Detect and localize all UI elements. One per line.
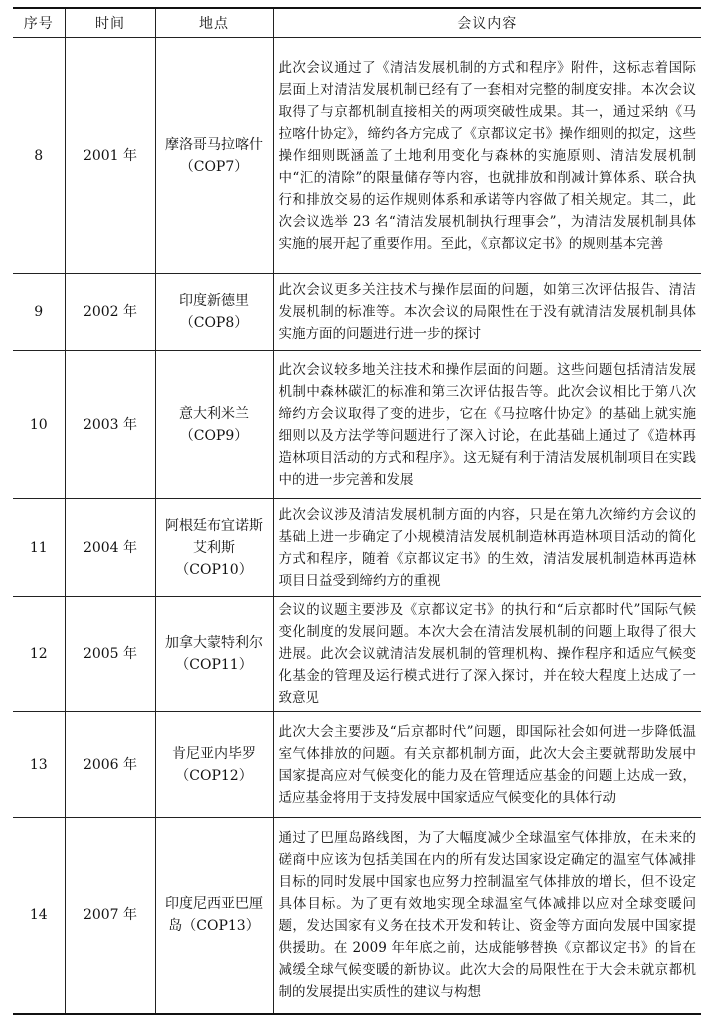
- row-num: 12: [13, 597, 65, 712]
- row-year: 2004 年: [65, 499, 155, 597]
- table-row: [13, 274, 701, 351]
- header-num: 序号: [13, 8, 65, 38]
- meeting-table: [13, 7, 701, 1015]
- row-num: 13: [13, 712, 65, 818]
- row-year: 2002 年: [65, 274, 155, 351]
- row-place: 意大利米兰（COP9）: [155, 351, 273, 499]
- row-content: 此次会议更多关注技术与操作层面的问题，如第三次评估报告、清洁发展机制的标准等。本次会议的局限性在于没有就清洁发展机制具体实施方面的问题进行进一步的探讨: [273, 274, 701, 351]
- table-row: [13, 818, 701, 1014]
- row-year: 2003 年: [65, 351, 155, 499]
- table-row: [13, 597, 701, 712]
- row-place: 阿根廷布宜诺斯艾利斯（COP10）: [155, 499, 273, 597]
- table-row: [13, 712, 701, 818]
- row-content: 通过了巴厘岛路线图，为了大幅度减少全球温室气体排放，在未来的磋商中应该为包括美国在内的所有发达国家设定确定的温室气体减排目标的同时发展中国家也应努力控制温室气体排放的增长，但不设定具体目标。为了更有效地实现全球温室气体减排以应对全球变暖问题，发达国家有义务在技术开发和转让、资金等方面向发展中国家提供援助。在 2009 年年底之前，达成能够替换《京都议定书》的旨在减缓全球气候变暖的新协议。此次大会的局限性在于大会未就京都机制的发展提出实质性的建议与构想: [273, 818, 701, 1014]
- table-row: [13, 499, 701, 597]
- row-place: 加拿大蒙特利尔（COP11）: [155, 597, 273, 712]
- row-content: 此次会议涉及清洁发展机制方面的内容，只是在第九次缔约方会议的基础上进一步确定了小规模清洁发展机制造林再造林项目活动的简化方式和程序，随着《京都议定书》的生效，清洁发展机制造林再造林项目日益受到缔约方的重视: [273, 499, 701, 597]
- row-place: 印度尼西亚巴厘岛（COP13）: [155, 818, 273, 1014]
- header-place: 地点: [155, 8, 273, 38]
- row-num: 10: [13, 351, 65, 499]
- row-num: 11: [13, 499, 65, 597]
- row-num: 14: [13, 818, 65, 1014]
- header-content: 会议内容: [273, 8, 701, 38]
- row-num: 8: [13, 38, 65, 274]
- row-content: 此次大会主要涉及“后京都时代”问题，即国际社会如何进一步降低温室气体排放的问题。有关京都机制方面，此次大会主要就帮助发展中国家提高应对气候变化的能力及在管理适应基金的问题上达成一致，适应基金将用于支持发展中国家适应气候变化的具体行动: [273, 712, 701, 818]
- table-row: [13, 351, 701, 499]
- row-num: 9: [13, 274, 65, 351]
- row-place: 肯尼亚内毕罗（COP12）: [155, 712, 273, 818]
- table-row: [13, 38, 701, 274]
- row-content: 会议的议题主要涉及《京都议定书》的执行和“后京都时代”国际气候变化制度的发展问题。本次大会在清洁发展机制的问题上取得了很大进展。此次会议就清洁发展机制的管理机构、操作程序和适应气候变化基金的管理及运行模式进行了深入探讨，并在较大程度上达成了一致意见: [273, 597, 701, 712]
- row-year: 2001 年: [65, 38, 155, 274]
- header-time: 时间: [65, 8, 155, 38]
- row-year: 2007 年: [65, 818, 155, 1014]
- row-content: 此次会议较多地关注技术和操作层面的问题。这些问题包括清洁发展机制中森林碳汇的标准和第三次评估报告等。此次会议相比于第八次缔约方会议取得了变的进步，它在《马拉喀什协定》的基础上就实施细则以及方法学等问题进行了深入讨论，在此基础上通过了《造林再造林项目活动的方式和程序》。这无疑有利于清洁发展机制项目在实践中的进一步完善和发展: [273, 351, 701, 499]
- row-year: 2006 年: [65, 712, 155, 818]
- row-place: 印度新德里（COP8）: [155, 274, 273, 351]
- row-place: 摩洛哥马拉喀什（COP7）: [155, 38, 273, 274]
- header-row: [13, 8, 701, 38]
- row-content: 此次会议通过了《清洁发展机制的方式和程序》附件，这标志着国际层面上对清洁发展机制已经有了一套相对完整的制度安排。本次会议取得了与京都机制直接相关的两项突破性成果。其一，通过采纳《马拉喀什协定》，缔约各方完成了《京都议定书》操作细则的拟定，这些操作细则既涵盖了土地利用变化与森林的实施原则、清洁发展机制中“汇的清除”的限量储存等内容，也就排放和削减计算体系、联合执行和排放交易的运作规则体系和承诺等内容做了相关规定。其二，此次会议选举 23 名“清洁发展机制执行理事会”，为清洁发展机制具体实施的展开起了重要作用。至此，《京都议定书》的规则基本完善: [273, 38, 701, 274]
- row-year: 2005 年: [65, 597, 155, 712]
